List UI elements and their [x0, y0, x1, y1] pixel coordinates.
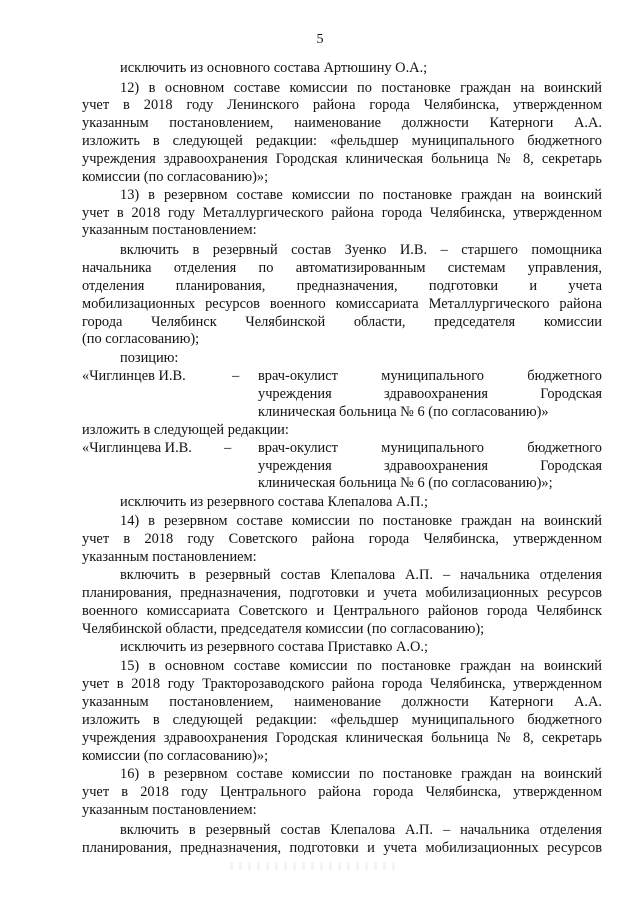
position-old-name: «Чиглинцев И.В. — [82, 368, 186, 384]
text-line: отделения планирования, предназначения, подготовки и учета — [82, 278, 602, 294]
text-line: включить в резервный состав Клепалова А.П. – начальника отделения — [120, 567, 602, 583]
text-line: 14) в резервном составе комиссии по постановке граждан на воинский — [120, 513, 602, 529]
text-line: 13) в резервном составе комиссии по постановке граждан на воинский — [120, 187, 602, 203]
text-line: города Челябинск Челябинской области, председателя комиссии — [82, 314, 602, 330]
text-line: мобилизационных ресурсов военного комиссариата Металлургического района — [82, 296, 602, 312]
position-old-desc: клиническая больница № 6 (по согласованию)» — [258, 404, 549, 420]
position-new-desc: учреждения здравоохранения Городская — [258, 458, 602, 474]
position-new-desc: врач-окулист муниципального бюджетного — [258, 440, 602, 456]
text-line: 16) в резервном составе комиссии по постановке граждан на воинский — [120, 766, 602, 782]
text-line: указанным постановлением: — [82, 802, 257, 818]
text-line: (по согласованию); — [82, 331, 200, 347]
position-new-dash: – — [224, 440, 232, 456]
position-new-name: «Чиглинцева И.В. — [82, 440, 192, 456]
text-line: указанным постановлением, наименование должности Катерноги А.А. — [82, 115, 602, 131]
text-line: учет в 2018 году Металлургического района города Челябинска, утвержденном — [82, 205, 602, 221]
text-line: учет в 2018 году Ленинского района города Челябинска, утвержденном — [82, 97, 602, 113]
position-old-desc: врач-окулист муниципального бюджетного — [258, 368, 602, 384]
text-line: учреждения здравоохранения Городская клиническая больница № 8, секретарь — [82, 151, 602, 167]
position-old-desc: учреждения здравоохранения Городская — [258, 386, 602, 402]
text-line: исключить из основного состава Артюшину О.А.; — [120, 60, 428, 76]
position-new-desc: клиническая больница № 6 (по согласованию)»; — [258, 475, 553, 491]
text-line: включить в резервный состав Клепалова А.П. – начальника отделения — [120, 822, 602, 838]
position-old-dash: – — [232, 368, 240, 384]
text-line: изложить в следующей редакции: «фельдшер муниципального бюджетного — [82, 133, 602, 149]
text-line: указанным постановлением: — [82, 222, 257, 238]
text-line: позицию: — [120, 350, 179, 366]
text-line: учет в 2018 году Советского района города Челябинска, утвержденном — [82, 531, 602, 547]
text-line: 12) в основном составе комиссии по постановке граждан на воинский — [120, 80, 602, 96]
text-line: планирования, предназначения, подготовки и учета мобилизационных ресурсов — [82, 840, 602, 856]
text-line: указанным постановлением, наименование должности Катерноги А.А. — [82, 694, 602, 710]
text-line: изложить в следующей редакции: «фельдшер муниципального бюджетного — [82, 712, 602, 728]
text-line: учет в 2018 году Тракторозаводского района города Челябинска, утвержденном — [82, 676, 602, 692]
text-line: исключить из резервного состава Приставко А.О.; — [120, 639, 429, 655]
text-line: 15) в основном составе комиссии по постановке граждан на воинский — [120, 658, 602, 674]
text-line: комиссии (по согласованию)»; — [82, 169, 269, 185]
text-line: включить в резервный состав Зуенко И.В. – старшего помощника — [120, 242, 602, 258]
text-line: начальника отделения по автоматизированным системам управления, — [82, 260, 602, 276]
text-line: изложить в следующей редакции: — [82, 422, 289, 438]
page-number: 5 — [316, 32, 324, 47]
text-line: комиссии (по согласованию)»; — [82, 748, 269, 764]
text-line: военного комиссариата Советского и Центрального районов города Челябинск — [82, 603, 602, 619]
text-line: учреждения здравоохранения Городская клиническая больница № 8, секретарь — [82, 730, 602, 746]
text-line: планирования, предназначения, подготовки и учета мобилизационных ресурсов — [82, 585, 602, 601]
scan-artifact — [230, 862, 400, 870]
text-line: Челябинской области, председателя комиссии (по согласованию); — [82, 621, 485, 637]
text-line: исключить из резервного состава Клепалова А.П.; — [120, 494, 428, 510]
text-line: указанным постановлением: — [82, 549, 257, 565]
text-line: учет в 2018 году Центрального района города Челябинска, утвержденном — [82, 784, 602, 800]
